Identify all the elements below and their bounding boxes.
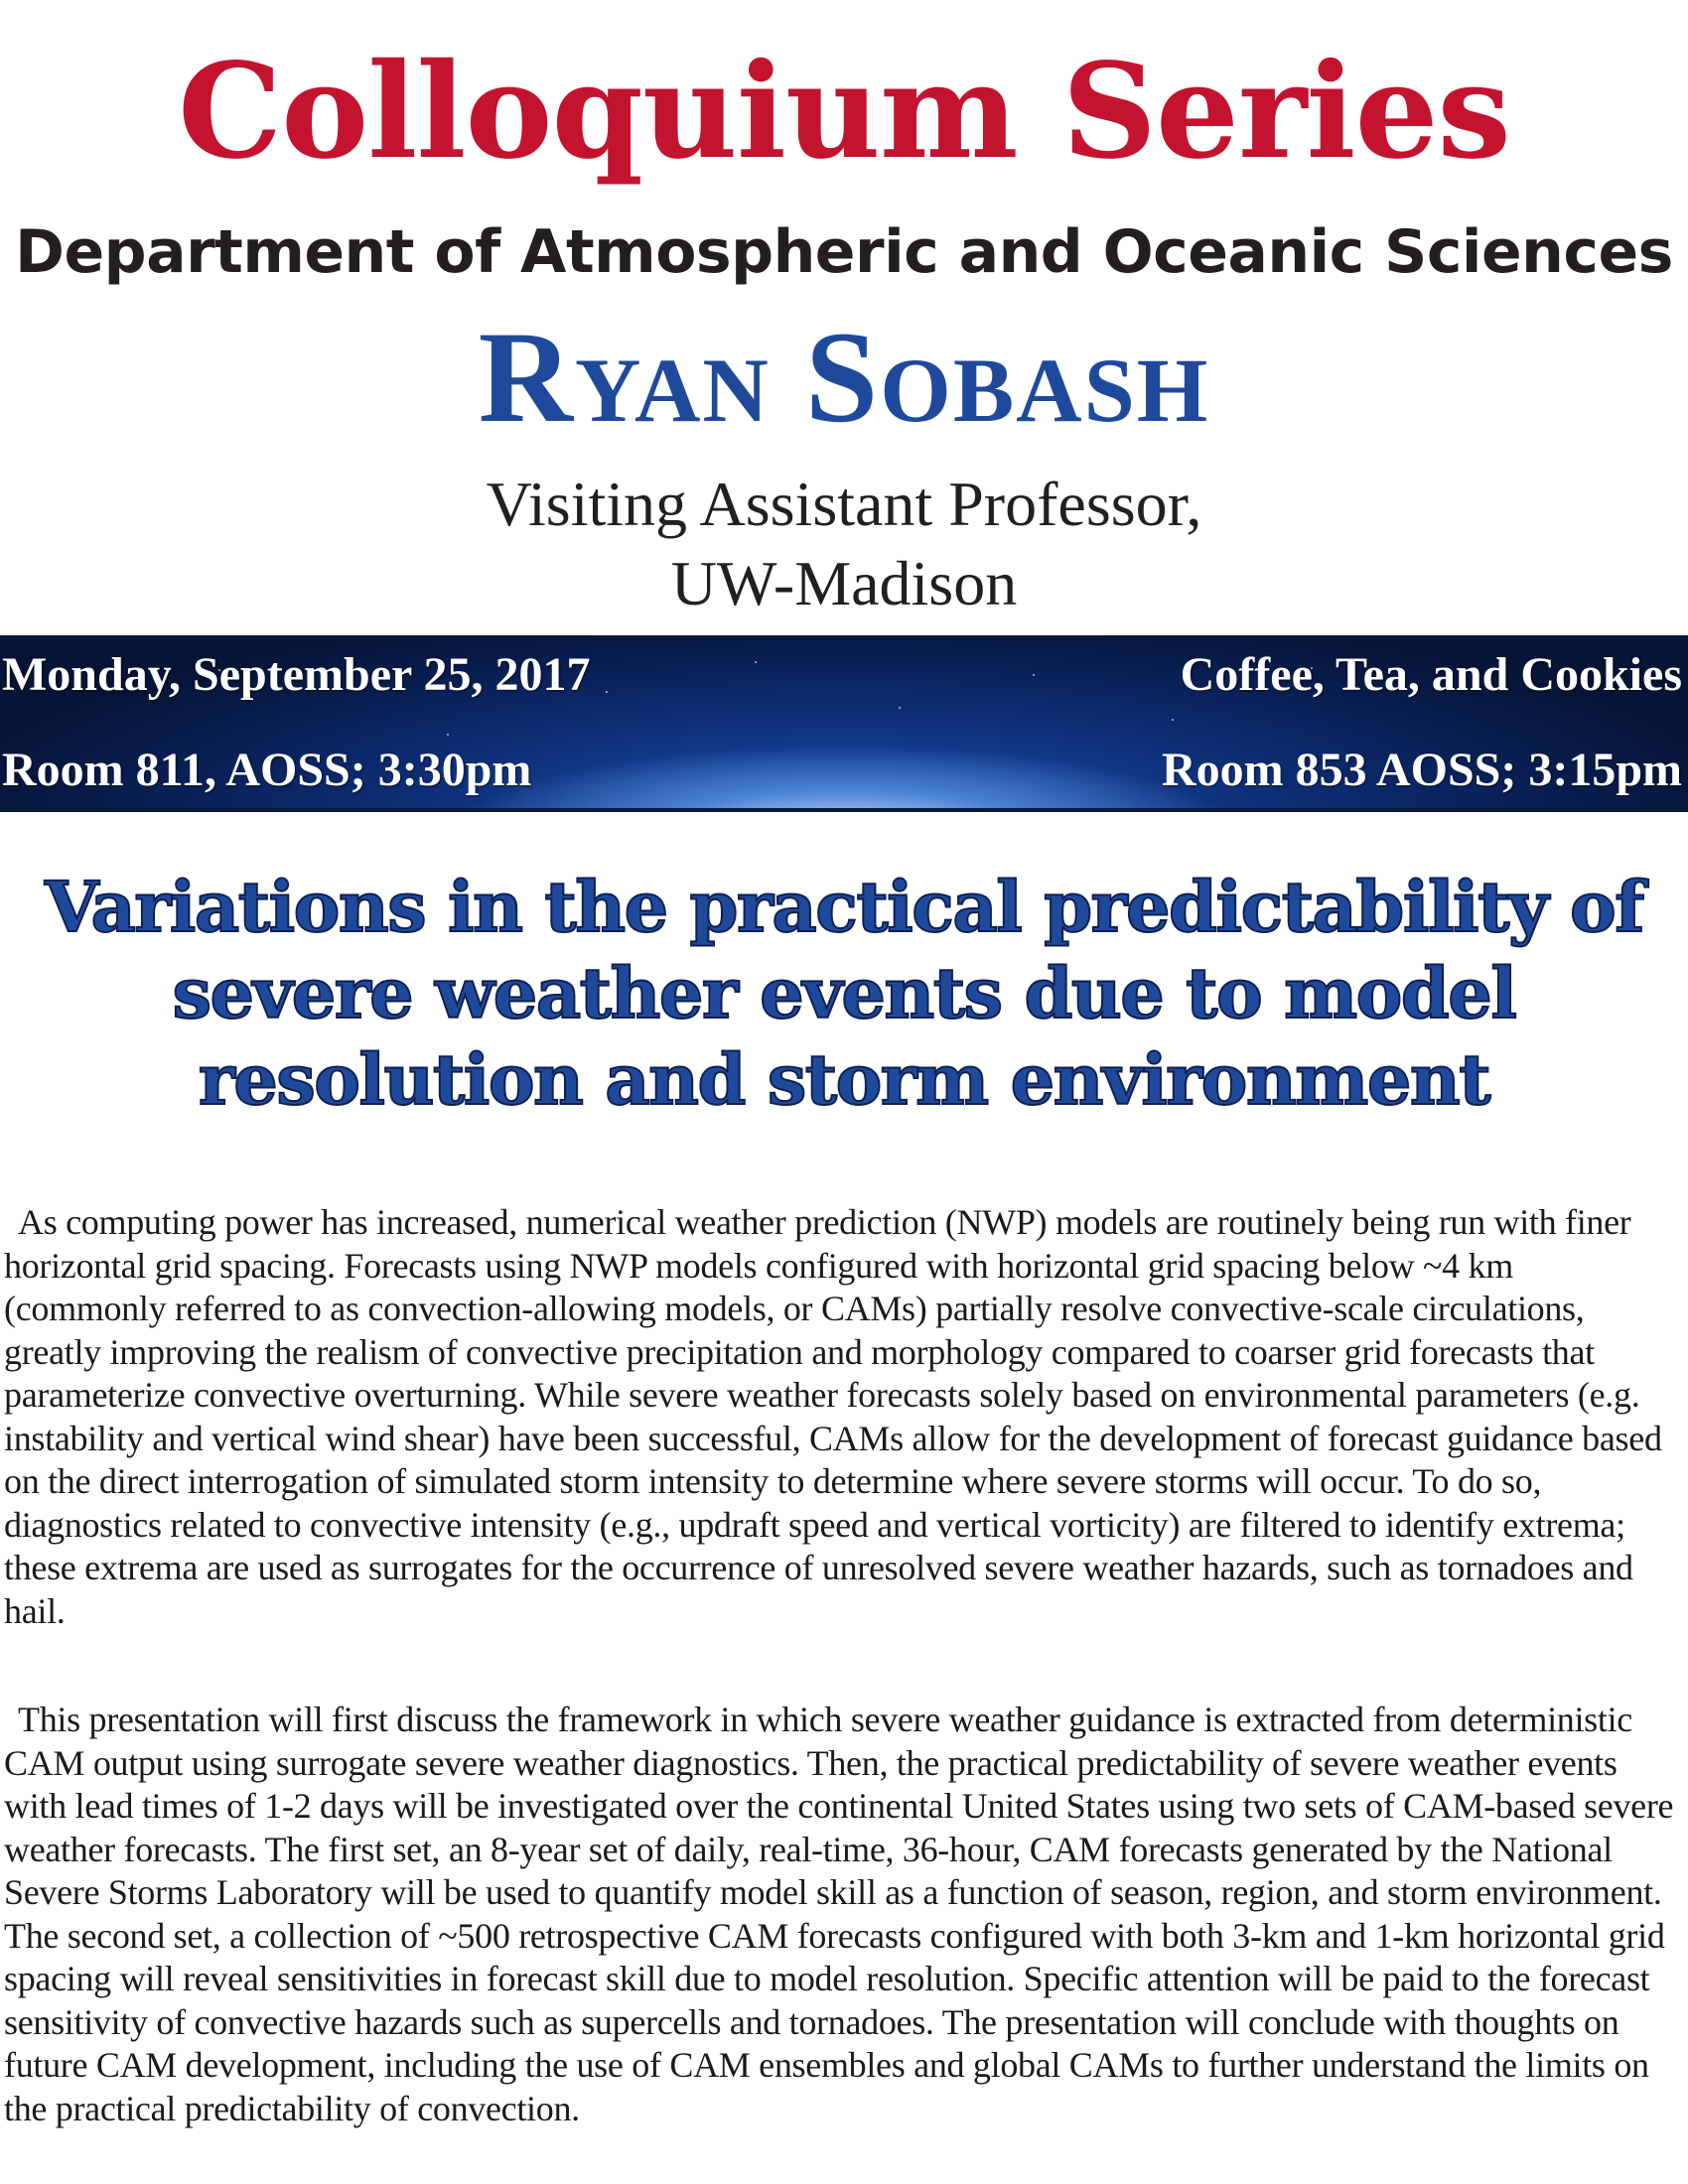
reception-info: Coffee, Tea, and Cookies <box>1180 648 1682 701</box>
abstract-paragraph-1: As computing power has increased, numerical weather prediction (NWP) models are routinely being run with finer horizontal grid spacing. Forecasts using NWP models configured with horizontal grid spacing below ~4 km (commonly referred to as convection-allowing models, or CAMs) partially resolve convective-scale circulations, greatly improving the realism of convective precipitation and morphology compared to coarser grid forecasts that parameterize convective overturning. While severe weather forecasts solely based on environmental parameters (e.g. instability and vertical wind shear) have been successful, CAMs allow for the development of forecast guidance based on the direct interrogation of simulated storm intensity to determine where severe storms will occur. To do so, diagnostics related to convective intensity (e.g., updraft speed and vertical vorticity) are filtered to identify extrema; these extrema are used as surrogates for the occurrence of unresolved severe weather hazards, such as tornadoes and hail. <box>4 1202 1662 1631</box>
banner-star-decoration <box>1033 674 1035 676</box>
banner-star-decoration <box>1172 719 1174 721</box>
event-banner <box>0 635 1688 812</box>
banner-star-decoration <box>755 661 757 663</box>
talk-date: Monday, September 25, 2017 <box>2 648 591 701</box>
abstract-paragraph-2: This presentation will first discuss the framework in which severe weather guidance is extracted from deterministic CAM output using surrogate severe weather diagnostics. Then, the practical predictability of severe weather events with lead times of 1-2 days will be investigated over the continental United States using two sets of CAM-based severe weather forecasts. The first set, an 8-year set of daily, real-time, 36-hour, CAM forecasts generated by the National Severe Storms Laboratory will be used to quantify model skill as a function of season, region, and storm environment. The second set, a collection of ~500 retrospective CAM forecasts configured with both 3-km and 1-km horizontal grid spacing will reveal sensitivities in forecast skill due to model resolution. Specific attention will be paid to the forecast sensitivity of convective hazards such as supercells and tornadoes. The presentation will conclude with thoughts on future CAM development, including the use of CAM ensembles and global CAMs to further understand the limits on the practical predictability of convection. <box>4 1700 1674 2128</box>
talk-title: Variations in the practical predictability of severe weather events due to model resolution and storm environment <box>45 866 1643 1121</box>
speaker-title: Visiting Assistant Professor, <box>486 469 1202 539</box>
speaker-affiliation-block <box>0 465 1688 623</box>
series-title: Colloquium Series <box>178 35 1510 189</box>
speaker-affiliation: UW-Madison <box>670 548 1018 618</box>
banner-star-decoration <box>899 707 901 709</box>
speaker-name: Ryan Sobash <box>478 304 1210 450</box>
banner-star-decoration <box>447 734 449 736</box>
talk-location: Room 811, AOSS; 3:30pm <box>2 744 532 796</box>
department-name: Department of Atmospheric and Oceanic Sciences <box>15 217 1673 287</box>
reception-location: Room 853 AOSS; 3:15pm <box>1161 744 1682 796</box>
banner-star-decoration <box>606 691 608 693</box>
